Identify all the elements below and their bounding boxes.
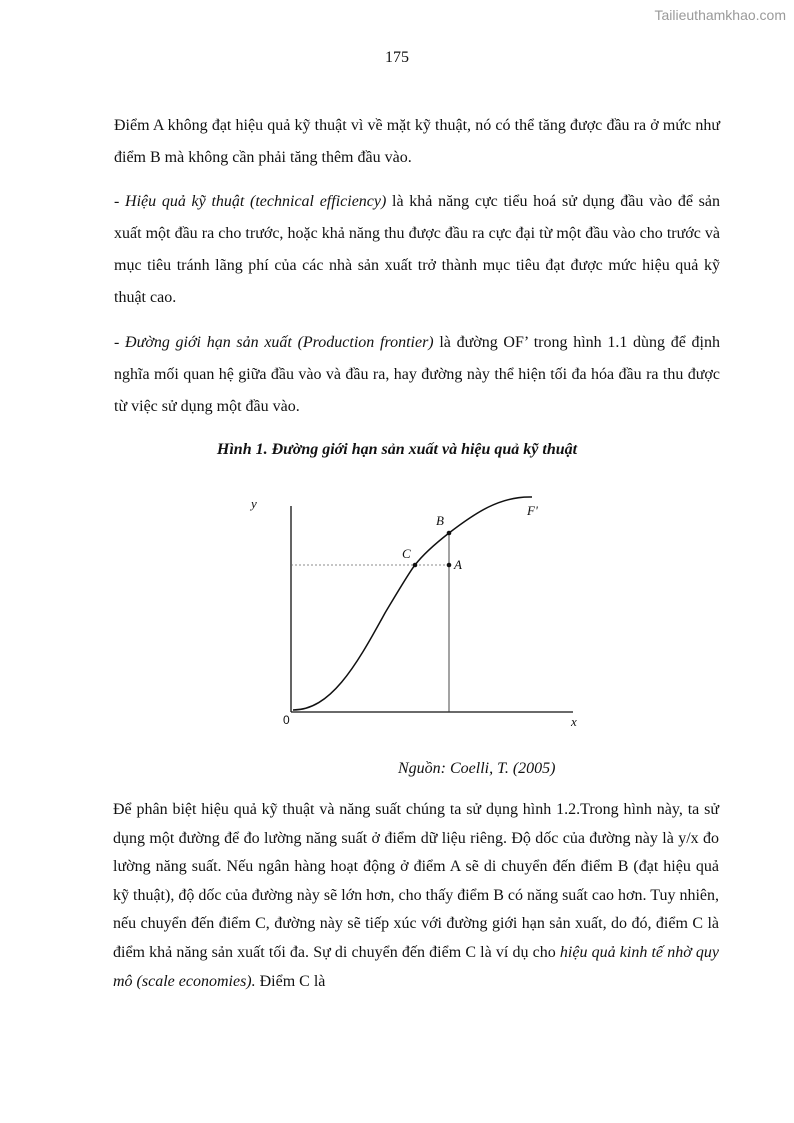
paragraph-productivity [113,796,719,996]
point-a-label: A [454,557,462,572]
term-scale-economies: hiệu quả kinh tế nhờ quy mô (scale economies). [113,943,720,990]
p4-body: Để phân biệt hiệu quả kỹ thuật và năng suất chúng ta sử dụng hình 1.2.Trong hình này, ta sử dụng một đường để đo lường năng suất ở điểm dữ liệu riêng. Độ dốc của đường này là y/x đo lường năng suất. Nếu ngân hàng hoạt động ở điểm A sẽ di chuyển đến điểm B (đạt hiệu quả kỹ thuật), độ dốc của đường này sẽ lớn hơn, cho thấy điểm B có năng suất cao hơn. Tuy nhiên, nếu chuyển đến điểm C, đường này sẽ tiếp xúc với đường giới hạn sản xuất, do đó, điểm C là điểm khả năng sản xuất tối đa. Sự di chuyển đến điểm C là ví dụ cho [113,801,719,961]
page-number: 175 [385,49,409,66]
figure-source: Nguồn: Coelli, T. (2005) [398,760,556,777]
p3-body: là đường OF’ trong hình 1.1 dùng để định nghĩa mối quan hệ giữa đầu vào và đầu ra, hay đường này thể hiện tối đa hóa đầu ra thu được từ việc sử dụng một đầu vào. [114,334,720,415]
point-c [413,563,418,568]
paragraph-technical-efficiency [114,186,720,314]
production-frontier-figure [240,488,600,738]
figure-caption: Hình 1. Đường giới hạn sản xuất và hiệu quả kỹ thuật [216,441,578,458]
x-axis-label: x [571,714,577,729]
p2-body: là khả năng cực tiểu hoá sử dụng đầu vào để sản xuất một đầu ra cho trước, hoặc khả năng thu được đầu ra cực đại từ một đầu vào cho trước và mục tiêu tránh lãng phí của các nhà sản xuất trở thành mục tiêu đạt được mức hiệu quả kỹ thuật cao. [114,193,721,306]
origin-label: 0 [283,713,290,727]
paragraph-1: Điểm A không đạt hiệu quả kỹ thuật vì về mặt kỹ thuật, nó có thể tăng được đầu ra ở mức như điểm B mà không cần phải tăng thêm đầu vào. [114,117,720,166]
point-c-label: C [402,546,411,561]
term-technical-efficiency: Hiệu quả kỹ thuật (technical efficiency) [125,193,387,210]
point-a [447,563,452,568]
y-axis-label: y [251,496,257,511]
p2-prefix: - [114,193,126,210]
watermark: Tailieuthamkhao.com [654,7,786,23]
term-production-frontier: Đường giới hạn sản xuất (Production frontier) [125,334,434,351]
paragraph-production-frontier [114,327,720,423]
p4-end: Điểm C là [255,972,326,990]
point-b-label: B [436,513,444,528]
point-b [447,531,452,536]
production-frontier-curve [293,497,532,710]
p3-prefix: - [114,334,126,351]
curve-label-f: F' [527,503,538,518]
